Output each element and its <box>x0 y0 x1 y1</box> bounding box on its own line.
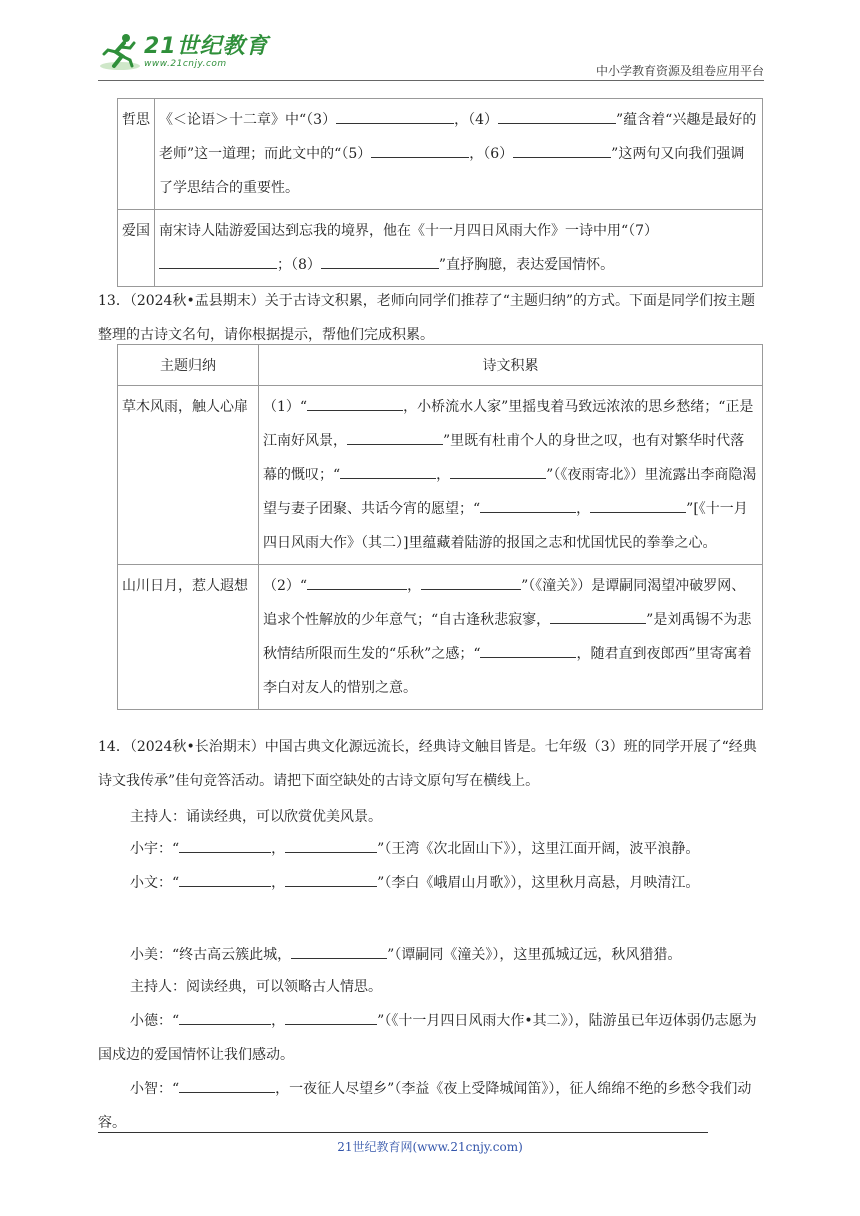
text-segment: ”（王湾《次北固山下》），这里江面开阔，波平浪静。 <box>377 841 700 857</box>
text-segment: 小文：“ <box>130 875 180 891</box>
answer-blank[interactable] <box>179 1004 271 1025</box>
xiaomei-line <box>130 938 764 972</box>
row-content <box>259 386 763 565</box>
text-segment: ，（6） <box>469 146 514 162</box>
row-label: 哲思 <box>118 99 155 210</box>
answer-blank[interactable] <box>550 603 646 624</box>
text-segment: （1）“ <box>263 399 308 415</box>
text-segment: ， <box>436 467 451 483</box>
answer-blank-8[interactable] <box>321 248 439 269</box>
text-segment: 南宋诗人陆游爱国达到忘我的境界，他在《十一月四日风雨大作》一诗中用“（7） <box>159 223 659 239</box>
header-divider <box>98 80 764 81</box>
answer-blank[interactable] <box>590 492 686 513</box>
row-label: 爱国 <box>118 210 155 287</box>
text-segment: ， <box>576 501 591 517</box>
row-content <box>155 99 763 210</box>
text-segment: ”（《十一月四日风雨大作•其二》），陆游虽已年迈体弱仍志愿为国戍边的爱国情怀让我们感动。 <box>98 1013 757 1063</box>
text-segment: （2）“ <box>263 578 308 594</box>
text-segment: ， <box>407 578 422 594</box>
text-segment: ，随君直到夜郎西”里寄寓着李白对友人的惜别之意。 <box>263 646 752 696</box>
text-segment: ， <box>271 841 286 857</box>
text-segment: 小智：“ <box>130 1081 180 1097</box>
runner-icon <box>98 32 142 72</box>
theme-summary-table <box>117 344 763 710</box>
site-logo[interactable] <box>98 32 269 72</box>
poetry-table-continued <box>117 98 763 287</box>
text-segment: ”（《潼关》）是谭嗣同渴望冲破罗网、追求个性解放的少年意气；“自古逢秋悲寂寥， <box>263 578 746 628</box>
row-content <box>155 210 763 287</box>
text-segment: ”（谭嗣同《潼关》），这里孤城辽远，秋风猎猎。 <box>387 947 682 963</box>
text-segment: ，（4） <box>454 112 498 128</box>
text-segment: ”这两句又向我们强调了学思结合的重要性。 <box>159 146 745 196</box>
answer-blank[interactable] <box>285 1004 377 1025</box>
text-segment: ， <box>271 875 286 891</box>
text-segment: ”[《十一月四日风雨大作》（其二）]里蕴藏着陆游的报国之志和忧国忧民的拳拳之心。 <box>263 501 748 551</box>
answer-blank-6[interactable] <box>513 137 611 158</box>
answer-blank[interactable] <box>285 866 377 887</box>
answer-blank-7[interactable] <box>159 248 277 269</box>
logo-title: 21世纪教育 <box>144 33 269 59</box>
xiaowen-line <box>98 866 764 900</box>
answer-blank-3[interactable] <box>336 103 454 124</box>
platform-name: 中小学教育资源及组卷应用平台 <box>595 64 764 78</box>
answer-blank[interactable] <box>340 458 436 479</box>
text-segment: ”里既有杜甫个人的身世之叹，也有对繁华时代落幕的慨叹；“ <box>263 433 745 483</box>
text-segment: 小美：“终古高云簇此城， <box>130 947 292 963</box>
answer-blank[interactable] <box>480 492 576 513</box>
text-segment: ， <box>271 1013 286 1029</box>
table-row <box>118 565 763 710</box>
row-label: 草木风雨，触人心扉 <box>118 386 259 565</box>
answer-blank[interactable] <box>285 832 377 853</box>
question-13-intro: 13．（2024秋•盂县期末）关于古诗文积累，老师向同学们推荐了“主题归纳”的方式。下面是同学们按主题整理的古诗文名句，请你根据提示，帮他们完成积累。 <box>98 293 756 343</box>
text-segment: ”（《夜雨寄北》）里流露出李商隐渴望与妻子团聚、共话今宵的愿望；“ <box>263 467 757 517</box>
text-segment: ，小桥流水人家”里摇曳着马致远浓浓的思乡愁绪；“正是江南好风景， <box>263 399 754 449</box>
xiaozhi-line <box>98 1072 764 1140</box>
text-segment: 小宇：“ <box>130 841 180 857</box>
answer-blank[interactable] <box>421 569 521 590</box>
question-14-intro: 14．（2024秋•长治期末）中国古典文化源远流长，经典诗文触目皆是。七年级（3）班的同学开展了“经典诗文我传承”佳句竞答活动。请把下面空缺处的古诗文原句写在横线上。 <box>98 739 757 789</box>
logo-url: www.21cnjy.com <box>144 58 227 69</box>
host-line-2: 主持人：阅读经典，可以领略古人情思。 <box>130 979 382 995</box>
page-header <box>98 30 764 80</box>
answer-blank[interactable] <box>347 424 443 445</box>
text-segment: ”蕴含着“兴趣是最好的老师”这一道理；而此文中的“（5） <box>159 112 757 162</box>
text-segment: ”（李白《峨眉山月歌》），这里秋月高悬，月映清江。 <box>377 875 700 891</box>
footer-divider <box>98 1132 708 1133</box>
host-line-1: 主持人：诵读经典，可以欣赏优美风景。 <box>130 809 382 825</box>
row-label: 山川日月，惹人遐想 <box>118 565 259 710</box>
column-header-theme: 主题归纳 <box>118 345 259 386</box>
text-segment: ，一夜征人尽望乡”（李益《夜上受降城闻笛》），征人绵绵不绝的乡愁令我们动容。 <box>98 1081 752 1131</box>
table-header-row <box>118 345 763 386</box>
text-segment: ；（8） <box>277 257 321 273</box>
xiaoyu-line <box>130 832 764 866</box>
answer-blank-5[interactable] <box>371 137 469 158</box>
column-header-poems: 诗文积累 <box>259 345 763 386</box>
footer-link[interactable]: 21世纪教育网(www.21cnjy.com) <box>337 1140 523 1154</box>
answer-blank[interactable] <box>179 1072 275 1093</box>
text-segment: ”直抒胸臆，表达爱国情怀。 <box>438 257 615 273</box>
text-segment: ”是刘禹锡不为悲秋情结所限而生发的“乐秋”之感；“ <box>263 612 752 662</box>
text-segment: 小德：“ <box>130 1013 180 1029</box>
answer-blank[interactable] <box>480 637 576 658</box>
answer-blank[interactable] <box>307 569 407 590</box>
answer-blank[interactable] <box>307 390 403 411</box>
answer-blank[interactable] <box>179 832 271 853</box>
answer-blank[interactable] <box>179 866 271 887</box>
answer-blank[interactable] <box>291 938 387 959</box>
answer-blank-4[interactable] <box>498 103 616 124</box>
table-row <box>118 386 763 565</box>
table-row <box>118 99 763 210</box>
text-segment: 《＜论语＞十二章》中“（3） <box>159 112 337 128</box>
answer-blank[interactable] <box>450 458 546 479</box>
xiaode-line <box>98 1004 764 1072</box>
row-content <box>259 565 763 710</box>
table-row <box>118 210 763 287</box>
